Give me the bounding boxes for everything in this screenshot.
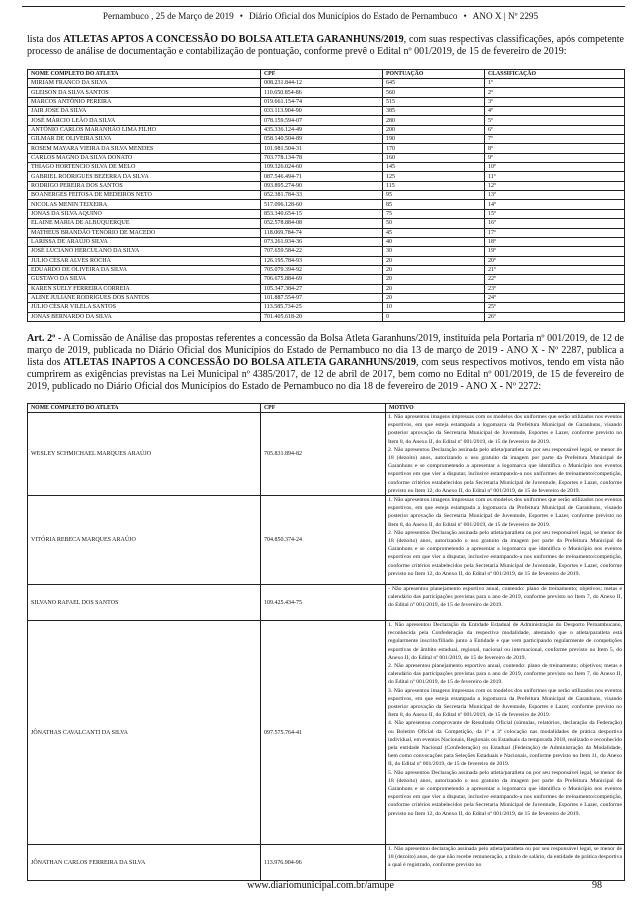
score-cell: 95 bbox=[383, 191, 485, 200]
rank-cell: 3º bbox=[485, 97, 625, 106]
score-cell: 160 bbox=[383, 153, 485, 162]
score-cell: 20 bbox=[383, 293, 485, 302]
cpf-cell: 517.096.128-60 bbox=[261, 200, 383, 209]
score-cell: 85 bbox=[383, 200, 485, 209]
athlete-name-cell: JÔNATHAN CARLOS FERREIRA DA SILVA bbox=[28, 845, 261, 881]
header-journal: Diário Oficial dos Municípios do Estado de Pernambuco bbox=[248, 11, 458, 21]
athlete-name-cell: ALINE JULIANE RODRIGUES DOS SANTOS bbox=[28, 293, 261, 302]
cpf-cell: 126.195.784-93 bbox=[261, 256, 383, 265]
athlete-name-cell: MIRIAM FRANCO DA SILVA bbox=[28, 79, 261, 88]
athlete-name-cell: JONAS DA SILVA AQUINO bbox=[28, 209, 261, 218]
motivo-cell bbox=[386, 845, 625, 881]
table-row bbox=[28, 228, 625, 237]
cpf-cell: 705.831.894-82 bbox=[261, 413, 386, 496]
table-row bbox=[28, 312, 625, 321]
cpf-cell: 110.650.854-86 bbox=[261, 88, 383, 97]
cpf-cell: 052.578.884-08 bbox=[261, 219, 383, 228]
column-header: NOME COMPLETO DO ATLETA bbox=[28, 404, 261, 413]
cpf-cell: 093.895.274-90 bbox=[261, 181, 383, 190]
rank-cell: 14º bbox=[485, 200, 625, 209]
table-row bbox=[28, 107, 625, 116]
table-row bbox=[28, 265, 625, 274]
table-row bbox=[28, 97, 625, 106]
table-row bbox=[28, 209, 625, 218]
header-separator: • bbox=[463, 11, 467, 21]
motivo-list bbox=[388, 585, 622, 610]
cpf-cell: 019.661.154-74 bbox=[261, 97, 383, 106]
rank-cell: 15º bbox=[485, 209, 625, 218]
page-number: 98 bbox=[592, 880, 602, 891]
rank-cell: 21º bbox=[485, 265, 625, 274]
table-row bbox=[28, 256, 625, 265]
cpf-cell: 033.113.904-90 bbox=[261, 107, 383, 116]
aptos-table bbox=[27, 69, 625, 322]
cpf-cell: 105.347.384-27 bbox=[261, 284, 383, 293]
table-header-row bbox=[28, 404, 625, 413]
art2-text: , com seus respectivos motivos, tendo em vista não cumprirem as exigências previstas na Lei Municipal nº 4385/2017, de 12 de abril de 2017, bem como no Edital nº 001/2019, de 15 de fevereiro de 2019, publicado no Diário Oficial dos Municípios do Estado de Pernambuco no dia 18 de fevereiro de 2019 - ANO X - Nº 2272: bbox=[27, 357, 624, 392]
table-row bbox=[28, 845, 625, 881]
rank-cell: 26º bbox=[485, 312, 625, 321]
rank-cell: 18º bbox=[485, 237, 625, 246]
table-row bbox=[28, 172, 625, 181]
motivo-cell bbox=[386, 585, 625, 621]
page-header bbox=[0, 11, 641, 21]
score-cell: 560 bbox=[383, 88, 485, 97]
athlete-name-cell: JÔNATHAS CAVALCANTI DA SILVA bbox=[28, 621, 261, 845]
cpf-cell: 101.981.504-31 bbox=[261, 144, 383, 153]
intro-text: lista dos bbox=[27, 34, 64, 45]
table-row bbox=[28, 163, 625, 172]
motivo-item: - Não apresentou planejamento esportivo anual, contendo: plano de treinamento; objetivos; metas e calendário das participações previstas para o ano de 2019, conforme previsto no Item 7, do Anexo II, do Edital nº 001/2019, de 15 de fevereiro de 2019. bbox=[388, 586, 622, 609]
athlete-name-cell: JULIO CÉSAR ALVES ROCHA bbox=[28, 256, 261, 265]
score-cell: 200 bbox=[383, 125, 485, 134]
rank-cell: 20º bbox=[485, 256, 625, 265]
motivo-list bbox=[388, 413, 622, 495]
cpf-cell: 703.778.134-78 bbox=[261, 153, 383, 162]
column-header: CLASSIFICAÇÃO bbox=[485, 70, 625, 79]
score-cell: 125 bbox=[383, 172, 485, 181]
motivo-item: 2. Não apresentou Declaração assinada pelo atleta/paratleta ou por seu responsável legal, se menor de 18 (dezoito) anos, autorizando o uso gratuito da imagem por parte da Prefeitura Municipal de Garanhuns e se comprometendo a apresentar a logomarca que identifica o Município nos eventos esportivos em que vier a disputar, inclusive estampando-a nos uniformes de treinamento/competição, conforme critérios estabelecidos pela Secretaria Municipal de Juventude, Esportes e Lazer, conforme previsto no Item 12, do Anexo II, do Edital nº 001/2019, de 15 de fevereiro de 2019. bbox=[388, 529, 622, 577]
motivo-item: 1. Não apresentou Declaração da Entidade Estadual de Administração do Desporto Pernambucano, reconhecida pela Confederação da respectiva modalidade, atestando que o atleta/paratleta está regularmente inscrito/filiado junto a Entidade e que vem participando regularmente de competições esportivas de âmbito estadual, regional, nacional ou internacional, conforme previsto no Item 5, do Anexo II, do Edital nº 001/2019, de 15 de fevereiro de 2019. bbox=[388, 622, 622, 661]
header-rule bbox=[22, 6, 625, 7]
athlete-name-cell: JONAS BERNARDO DA SILVA bbox=[28, 312, 261, 321]
rank-cell: 5º bbox=[485, 116, 625, 125]
rank-cell: 25º bbox=[485, 303, 625, 312]
column-header: CPF bbox=[261, 404, 386, 413]
table-row bbox=[28, 88, 625, 97]
motivo-item: 2. Não apresentou planejamento esportivo anual, contendo: plano de treinamento; objetivos; metas e calendário das participações previstas para o ano de 2019, conforme previsto no Item 7, do Anexo II, do Edital nº 001/2019, de 15 de fevereiro de 2019. bbox=[388, 663, 622, 686]
table-row bbox=[28, 413, 625, 496]
athlete-name-cell: KAREN SUELY FERREIRA CORREIA bbox=[28, 284, 261, 293]
cpf-cell: 008.231.844-12 bbox=[261, 79, 383, 88]
motivo-item: 1. Não apresentou declaração assinada pelo atleta/paratleta ou por seu responsável legal, se menor de 18 (dezoito) anos, de que não recebe remuneração, a título de salário, da entidade de prática desportiva a qual é registrado, conforme previsto no bbox=[388, 846, 622, 869]
table-row bbox=[28, 135, 625, 144]
rank-cell: 9º bbox=[485, 153, 625, 162]
athlete-name-cell: WESLEY SCHMICHAEL MARQUES ARAÚJO bbox=[28, 413, 261, 496]
cpf-cell: 078.159.594-07 bbox=[261, 116, 383, 125]
table-row bbox=[28, 585, 625, 621]
athlete-name-cell: MATHEUS BRANDÃO TENÓRIO DE MACEDO bbox=[28, 228, 261, 237]
rank-cell: 22º bbox=[485, 275, 625, 284]
art2-bold: ATLETAS INAPTOS A CONCESSÃO DO BOLSA ATLETA GARANHUNS/2019 bbox=[63, 357, 417, 368]
athlete-name-cell: BOANERGES FEITOSA DE MEDEIROS NETO bbox=[28, 191, 261, 200]
cpf-cell: 058.140.504-89 bbox=[261, 135, 383, 144]
score-cell: 30 bbox=[383, 247, 485, 256]
score-cell: 20 bbox=[383, 284, 485, 293]
score-cell: 50 bbox=[383, 219, 485, 228]
athlete-name-cell: GILMAR DE OLIVEIRA SILVA bbox=[28, 135, 261, 144]
cpf-cell: 701.405.618-20 bbox=[261, 312, 383, 321]
table-row bbox=[28, 219, 625, 228]
rank-cell: 4º bbox=[485, 107, 625, 116]
score-cell: 0 bbox=[383, 312, 485, 321]
motivo-item: 4. Não apresentou comprovante de Resultado Oficial (súmulas, relatórios, declaração da Federação) ou Boletim Oficial da Competição, da 1ª a 3ª colocação nas modalidades de prática desportiva individual, em eventos Nacionais, Regionais ou Estaduais da temporada 2018, realizado e reconhecido pela entidade Nacional (Confederação) ou Estadual (Federação) de Administração da Modalidade, bem como convocações para Seleções Estaduais e Nacionais, conforme previsto no Item 11, do Anexo II, do Edital nº 001/2019, de 15 de fevereiro de 2019. bbox=[388, 720, 622, 768]
rank-cell: 8º bbox=[485, 144, 625, 153]
athlete-name-cell: ANTÔNIO CARLOS MARANHÃO LIMA FILHO bbox=[28, 125, 261, 134]
cpf-cell: 087.546.494-71 bbox=[261, 172, 383, 181]
cpf-cell: 073.261.934-36 bbox=[261, 237, 383, 246]
cpf-cell: 704.850.374-24 bbox=[261, 496, 386, 585]
cpf-cell: 113.976.904-96 bbox=[261, 845, 386, 881]
score-cell: 40 bbox=[383, 237, 485, 246]
motivo-list bbox=[388, 496, 622, 578]
motivo-item: 5. Não apresentou Declaração assinada pelo atleta/paratleta ou por seu responsável legal, se menor de 18 (dezoito) anos, autorizando o uso gratuito da imagem por parte da Prefeitura Municipal de Garanhuns e se comprometendo a apresentar a logomarca que identifica o Município nos eventos esportivos em que vier a disputar, inclusive estampando-a nos uniformes de treinamento/competição, conforme critérios estabelecidos pela Secretaria Municipal de Juventude, Esportes e Lazer, conforme previsto no Item 12, do Anexo II, do Edital nº 001/2019, de 15 de fevereiro de 2019. bbox=[388, 769, 622, 817]
athlete-name-cell: NICOLAS MENIN TEIXEIRA bbox=[28, 200, 261, 209]
rank-cell: 11º bbox=[485, 172, 625, 181]
table-row bbox=[28, 153, 625, 162]
athlete-name-cell: JÚLIO CÉSAR VILELA SANTOS bbox=[28, 303, 261, 312]
motivo-list bbox=[388, 621, 622, 818]
cpf-cell: 706.675.884-69 bbox=[261, 275, 383, 284]
header-place-date: Pernambuco , 25 de Março de 2019 bbox=[102, 11, 234, 21]
inaptos-table bbox=[27, 403, 625, 881]
athlete-name-cell: CARLOS MAGNO DA SILVA DONATO bbox=[28, 153, 261, 162]
header-separator: • bbox=[239, 11, 243, 21]
athlete-name-cell: SILVANO RAFAEL DOS SANTOS bbox=[28, 585, 261, 621]
footer-url[interactable]: www.diariomunicipal.com.br/amupe bbox=[247, 880, 394, 891]
motivo-item: 2. Não apresentou Declaração assinada pelo atleta/paratleta ou por seu responsável legal, se menor de 18 (dezoito) anos, autorizando o uso gratuito da imagem por parte da Prefeitura Municipal de Garanhuns e se comprometendo a apresentar a logomarca que identifica o Município nos eventos esportivos em que vier a disputar, inclusive estampando-a nos uniformes de treinamento/competição, conforme critérios estabelecidos pela Secretaria Municipal de Juventude, Esportes e Lazer, conforme previsto no Item 12, do Anexo II, do Edital nº 001/2019, de 15 de fevereiro de 2019. bbox=[388, 446, 622, 494]
score-cell: 45 bbox=[383, 228, 485, 237]
rank-cell: 23º bbox=[485, 284, 625, 293]
score-cell: 20 bbox=[383, 256, 485, 265]
table-row bbox=[28, 247, 625, 256]
column-header: PONTUAÇÃO bbox=[383, 70, 485, 79]
table-row bbox=[28, 181, 625, 190]
score-cell: 515 bbox=[383, 97, 485, 106]
intro-paragraph bbox=[27, 34, 624, 58]
rank-cell: 12º bbox=[485, 181, 625, 190]
intro-text: , com suas respectivas classificações, após competente processo de análise de documentação e contabilização de pontuação, conforme prevê o Edital nº 001/2019, de 15 de fevereiro de 2019: bbox=[27, 34, 624, 57]
art2-paragraph bbox=[27, 333, 624, 393]
motivo-cell bbox=[386, 621, 625, 845]
motivo-item: 1. Não apresentou imagens impressas com os modelos dos uniformes que serão utilizados nos eventos esportivos, em que esteja estampada a logomarca da Prefeitura Municipal de Garanhuns, visando posterior aprovação da Secretaria Municipal de Juventude, Esportes e Lazer, conforme previsto no Item 8, do Anexo II, do Edital nº 001/2019, de 15 de fevereiro de 2019. bbox=[388, 497, 622, 528]
art2-label: Art. 2º bbox=[27, 333, 56, 344]
rank-cell: 19º bbox=[485, 247, 625, 256]
motivo-list bbox=[388, 845, 622, 870]
column-header: NOME COMPLETO DO ATLETA bbox=[28, 70, 261, 79]
cpf-cell: 109.326.024-60 bbox=[261, 163, 383, 172]
athlete-name-cell: GLEISON DA SILVA SANTOS bbox=[28, 88, 261, 97]
rank-cell: 6º bbox=[485, 125, 625, 134]
athlete-name-cell: ROSEM MAYARA VIEIRA DA SILVA MENDES bbox=[28, 144, 261, 153]
score-cell: 145 bbox=[383, 163, 485, 172]
cpf-cell: 113.585.734-25 bbox=[261, 303, 383, 312]
athlete-name-cell: EDUARDO DE OLIVEIRA DA SILVA bbox=[28, 265, 261, 274]
score-cell: 75 bbox=[383, 209, 485, 218]
athlete-name-cell: JOSÉ LUCIANO HERCULANO DA SILVA bbox=[28, 247, 261, 256]
athlete-name-cell: GUSTAVO DA SILVA bbox=[28, 275, 261, 284]
score-cell: 190 bbox=[383, 135, 485, 144]
athlete-name-cell: GABRIEL RODRIGUES BEZERRA DA SILVA bbox=[28, 172, 261, 181]
score-cell: 170 bbox=[383, 144, 485, 153]
athlete-name-cell: RODRIGO PEREIRA DOS SANTOS bbox=[28, 181, 261, 190]
rank-cell: 13º bbox=[485, 191, 625, 200]
art2-text: - A Comissão de Análise das propostas referentes a concessão da Bolsa Atleta Garanhuns/2019, instituída pela Portaria nº 001/2019, de 12 de março de 2019, publicada no Diário Oficial dos Municípios do Estado de Pernambuco no dia 13 de março de 2019 - ANO X - Nº 2287, publica a lista dos bbox=[27, 333, 624, 368]
column-header: CPF bbox=[261, 70, 383, 79]
score-cell: 280 bbox=[383, 116, 485, 125]
score-cell: 10 bbox=[383, 303, 485, 312]
intro-bold: ATLETAS APTOS A CONCESSÃO DO BOLSA ATLETA GARANHUNS/2019 bbox=[63, 34, 404, 45]
motivo-item: 1. Não apresentou imagens impressas com os modelos dos uniformes que serão utilizados nos eventos esportivos, em que esteja estampada a logomarca da Prefeitura Municipal de Garanhuns, visando posterior aprovação da Secretaria Municipal de Juventude, Esportes e Lazer, conforme previsto no Item 8, do Anexo II, do Edital nº 001/2019, de 15 de fevereiro de 2019. bbox=[388, 414, 622, 445]
column-header: MOTIVO bbox=[386, 404, 625, 413]
score-cell: 645 bbox=[383, 79, 485, 88]
cpf-cell: 853.340.654-15 bbox=[261, 209, 383, 218]
cpf-cell: 705.079.394-92 bbox=[261, 265, 383, 274]
cpf-cell: 707.659.584-22 bbox=[261, 247, 383, 256]
athlete-name-cell: MARCOS ANTÔNIO PEREIRA bbox=[28, 97, 261, 106]
table-row bbox=[28, 303, 625, 312]
rank-cell: 1º bbox=[485, 79, 625, 88]
score-cell: 20 bbox=[383, 265, 485, 274]
score-cell: 385 bbox=[383, 107, 485, 116]
cpf-cell: 052.381.784-33 bbox=[261, 191, 383, 200]
motivo-cell bbox=[386, 496, 625, 585]
table-row bbox=[28, 621, 625, 845]
rank-cell: 7º bbox=[485, 135, 625, 144]
score-cell: 115 bbox=[383, 181, 485, 190]
table-row bbox=[28, 191, 625, 200]
cpf-cell: 118.069.784-74 bbox=[261, 228, 383, 237]
score-cell: 20 bbox=[383, 275, 485, 284]
rank-cell: 10º bbox=[485, 163, 625, 172]
table-row bbox=[28, 284, 625, 293]
rank-cell: 17º bbox=[485, 228, 625, 237]
table-row bbox=[28, 79, 625, 88]
table-row bbox=[28, 496, 625, 585]
table-header-row bbox=[28, 70, 625, 79]
athlete-name-cell: JAIR JOSE DA SILVA bbox=[28, 107, 261, 116]
rank-cell: 2º bbox=[485, 88, 625, 97]
table-row bbox=[28, 293, 625, 302]
table-row bbox=[28, 237, 625, 246]
athlete-name-cell: THIAGO HORTENCIO SILVA DE MELO bbox=[28, 163, 261, 172]
rank-cell: 24º bbox=[485, 293, 625, 302]
athlete-name-cell: ELAINE MARIA DE ALBUQUERQUE bbox=[28, 219, 261, 228]
cpf-cell: 109.425.434-75 bbox=[261, 585, 386, 621]
cpf-cell: 101.887.554-97 bbox=[261, 293, 383, 302]
header-edition: ANO X | Nº 2295 bbox=[472, 11, 539, 21]
table-row bbox=[28, 200, 625, 209]
athlete-name-cell: JOSÉ MÁRCIO LEÃO DA SILVA bbox=[28, 116, 261, 125]
athlete-name-cell: VITÓRIA REBECA MARQUES ARAÚJO bbox=[28, 496, 261, 585]
table-row bbox=[28, 275, 625, 284]
motivo-item: 3. Não apresentou imagens impressas com os modelos dos uniformes que serão utilizados nos eventos esportivos, em que esteja estampada a logomarca da Prefeitura Municipal de Garanhuns, visando posterior aprovação da Secretaria Municipal de Juventude, Esportes e Lazer, conforme previsto no Item 8, do Anexo II, do Edital nº 001/2019, de 15 de fevereiro de 2019. bbox=[388, 687, 622, 719]
table-row bbox=[28, 125, 625, 134]
table-row bbox=[28, 116, 625, 125]
athlete-name-cell: LARISSA DE ARAÚJO SILVA bbox=[28, 237, 261, 246]
table-row bbox=[28, 144, 625, 153]
motivo-cell bbox=[386, 413, 625, 496]
rank-cell: 16º bbox=[485, 219, 625, 228]
cpf-cell: 097.575.764-41 bbox=[261, 621, 386, 845]
cpf-cell: 435.336.124-49 bbox=[261, 125, 383, 134]
